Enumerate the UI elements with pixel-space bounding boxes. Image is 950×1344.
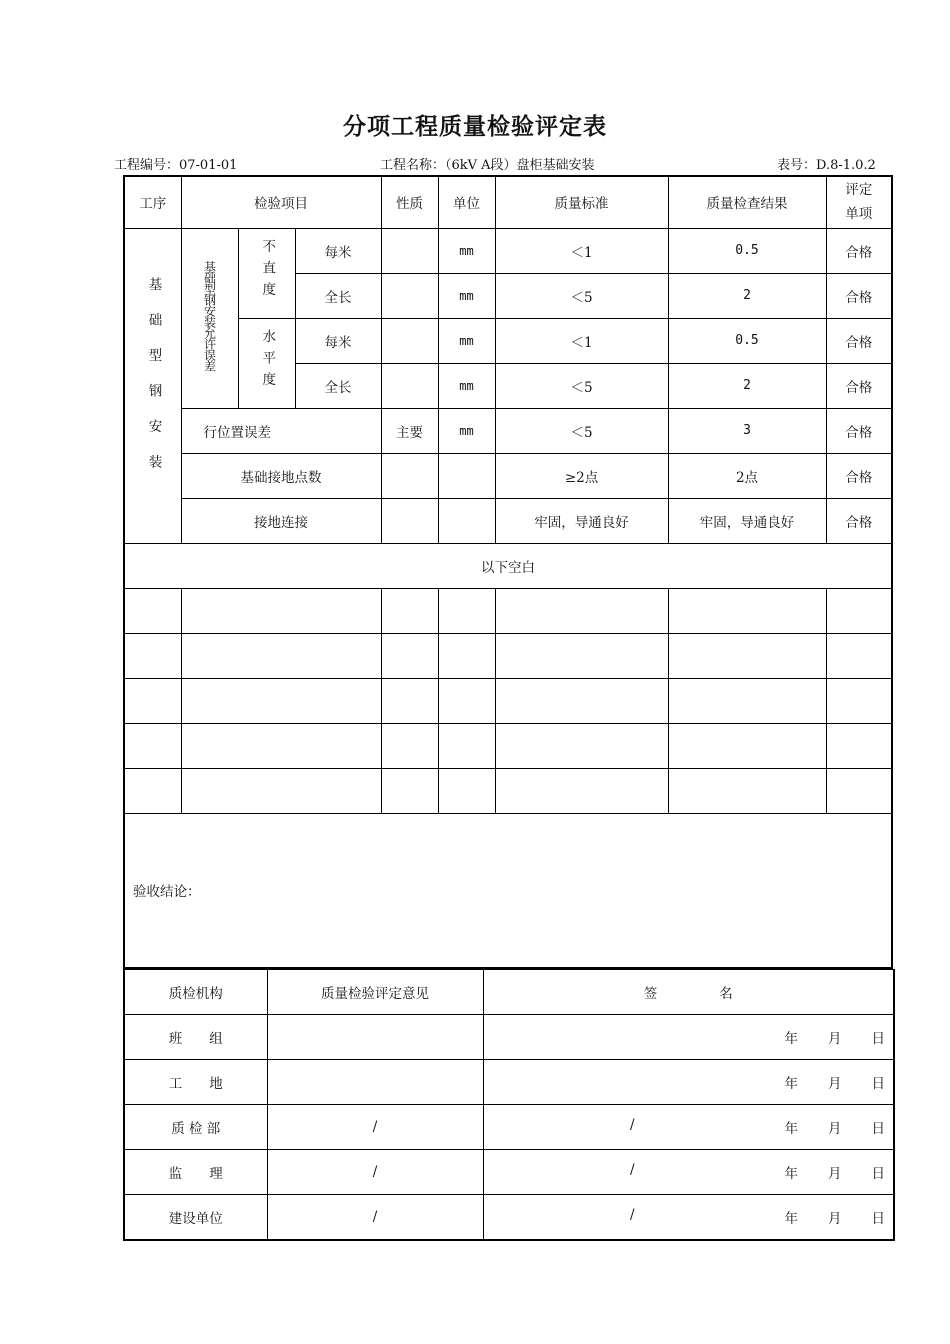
header-unit: 单位 (438, 176, 495, 228)
tolerance-cell: 基础型钢安装允许误差 (181, 228, 238, 408)
row1-result: 0.5 (668, 228, 826, 273)
row5-rating: 合格 (826, 408, 892, 453)
signature-row (124, 1150, 894, 1195)
row4-item: 全长 (295, 363, 381, 408)
project-name: 工程名称：（6kV A段）盘柜基础安装 (380, 158, 595, 173)
row4-rating: 合格 (826, 363, 892, 408)
blank-note: 以下空白 (124, 543, 892, 588)
conclusion-row (124, 813, 892, 968)
row6-unit (438, 453, 495, 498)
table-row (124, 453, 892, 498)
row4-nature (381, 363, 438, 408)
row5-result: 3 (668, 408, 826, 453)
opinion-cell (267, 1060, 483, 1105)
header-item: 检验项目 (181, 176, 381, 228)
opinion-cell (267, 1015, 483, 1060)
row6-item: 基础接地点数 (181, 453, 381, 498)
row3-nature (381, 318, 438, 363)
row2-standard: ＜5 (495, 273, 668, 318)
levelness-cell: 水平度 (238, 318, 295, 408)
org-name: 建设单位 (124, 1195, 267, 1240)
row6-standard: ≥2点 (495, 453, 668, 498)
header-procedure: 工序 (124, 176, 181, 228)
org-name: 工 地 (124, 1060, 267, 1105)
project-number: 工程编号：07-01-01 (114, 158, 238, 173)
sign-cell: / 年 月 日 (483, 1195, 894, 1240)
row2-result: 2 (668, 273, 826, 318)
conclusion-label: 验收结论： (124, 813, 892, 968)
signature-row (124, 1015, 894, 1060)
signature-row (124, 1060, 894, 1105)
table-row (124, 498, 892, 543)
header-opinion: 质量检验评定意见 (267, 970, 483, 1015)
blank-note-row (124, 543, 892, 588)
empty-row (124, 588, 892, 633)
form-number: 表号：D.8-1.0.2 (777, 158, 876, 173)
header-org: 质检机构 (124, 970, 267, 1015)
empty-row (124, 768, 892, 813)
row1-standard: ＜1 (495, 228, 668, 273)
empty-row (124, 723, 892, 768)
opinion-cell: / (267, 1150, 483, 1195)
inspection-table (123, 175, 893, 969)
row7-unit (438, 498, 495, 543)
org-name: 监 理 (124, 1150, 267, 1195)
row7-item: 接地连接 (181, 498, 381, 543)
sign-cell: / 年 月 日 (483, 1150, 894, 1195)
row2-rating: 合格 (826, 273, 892, 318)
opinion-cell: / (267, 1195, 483, 1240)
table-row (124, 408, 892, 453)
sign-cell: 年 月 日 (483, 1060, 894, 1105)
row1-rating: 合格 (826, 228, 892, 273)
opinion-cell: / (267, 1105, 483, 1150)
table-header (124, 176, 892, 228)
org-name: 班 组 (124, 1015, 267, 1060)
row2-item: 全长 (295, 273, 381, 318)
row3-unit: mm (438, 318, 495, 363)
row6-result: 2点 (668, 453, 826, 498)
row5-unit: mm (438, 408, 495, 453)
header-rating: 评定 单项 (826, 176, 892, 228)
empty-row (124, 633, 892, 678)
signature-row (124, 1195, 894, 1240)
header-nature: 性质 (381, 176, 438, 228)
page-title: 分项工程质量检验评定表 (343, 114, 607, 140)
row7-result: 牢固，导通良好 (668, 498, 826, 543)
row5-standard: ＜5 (495, 408, 668, 453)
row4-standard: ＜5 (495, 363, 668, 408)
row1-item: 每米 (295, 228, 381, 273)
header-sign: 签 名 (483, 970, 894, 1015)
signature-table (123, 969, 895, 1241)
header-standard: 质量标准 (495, 176, 668, 228)
row4-result: 2 (668, 363, 826, 408)
row5-nature: 主要 (381, 408, 438, 453)
row7-rating: 合格 (826, 498, 892, 543)
header-result: 质量检查结果 (668, 176, 826, 228)
sign-cell: 年 月 日 (483, 1015, 894, 1060)
row6-nature (381, 453, 438, 498)
procedure-cell: 基础型钢安装 (124, 228, 181, 543)
sign-cell: / 年 月 日 (483, 1105, 894, 1150)
row7-nature (381, 498, 438, 543)
row1-nature (381, 228, 438, 273)
signature-header (124, 970, 894, 1015)
row3-item: 每米 (295, 318, 381, 363)
table-row (124, 318, 892, 363)
row1-unit: mm (438, 228, 495, 273)
row7-standard: 牢固，导通良好 (495, 498, 668, 543)
straightness-cell: 不直度 (238, 228, 295, 318)
row6-rating: 合格 (826, 453, 892, 498)
row2-nature (381, 273, 438, 318)
row3-standard: ＜1 (495, 318, 668, 363)
row2-unit: mm (438, 273, 495, 318)
table-row (124, 228, 892, 273)
signature-row (124, 1105, 894, 1150)
empty-row (124, 678, 892, 723)
row4-unit: mm (438, 363, 495, 408)
row3-result: 0.5 (668, 318, 826, 363)
org-name: 质 检 部 (124, 1105, 267, 1150)
row3-rating: 合格 (826, 318, 892, 363)
row5-item: 行位置误差 (181, 408, 381, 453)
